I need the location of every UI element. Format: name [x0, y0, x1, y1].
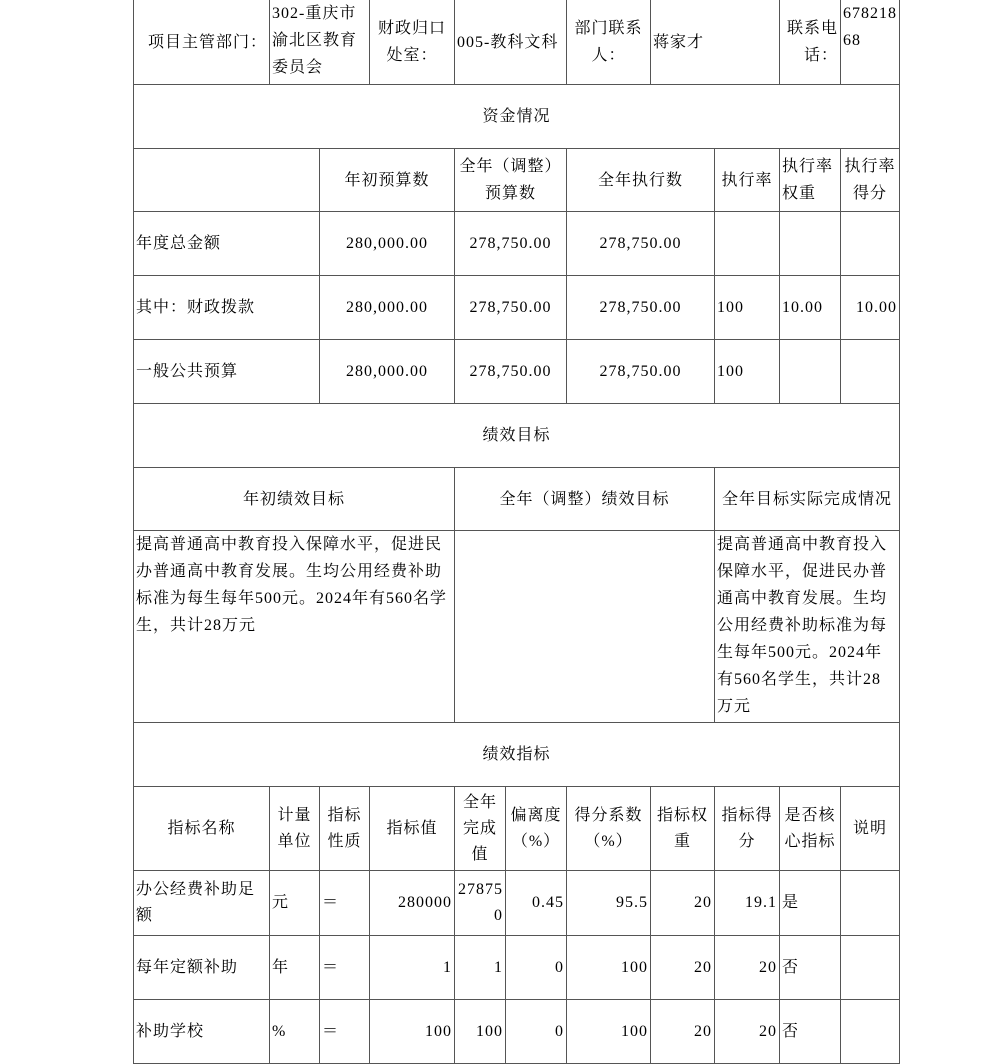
cell — [841, 936, 900, 1000]
header-row — [134, 0, 900, 85]
indicator-col-10: 说明 — [841, 787, 900, 871]
cell: 0.45 — [506, 871, 567, 936]
funding-row — [134, 340, 900, 404]
cell: 补助学校 — [134, 1000, 270, 1064]
cell: 100 — [567, 936, 651, 1000]
cell — [841, 871, 900, 936]
cell: 0 — [506, 936, 567, 1000]
cell: 否 — [780, 936, 841, 1000]
indicator-row — [134, 1000, 900, 1064]
goal-adjusted — [455, 531, 715, 723]
funding-col-0 — [134, 149, 320, 212]
dept-label: 项目主管部门： — [134, 0, 270, 85]
cell: 20 — [651, 871, 715, 936]
funding-col-1: 年初预算数 — [320, 149, 455, 212]
phone-value: 67821868 — [841, 0, 900, 85]
cell: 278,750.00 — [455, 276, 567, 340]
finance-label: 财政归口处室： — [370, 0, 455, 85]
dept-value: 302-重庆市渝北区教育委员会 — [270, 0, 370, 85]
cell — [841, 212, 900, 276]
contact-label: 部门联系人： — [567, 0, 651, 85]
cell: 95.5 — [567, 871, 651, 936]
cell: 10.00 — [841, 276, 900, 340]
cell: 年 — [270, 936, 320, 1000]
goal-actual: 提高普通高中教育投入保障水平，促进民办普通高中教育发展。生均公用经费补助标准为每生每年500元。2024年有560名学生，共计28万元 — [715, 531, 900, 723]
cell: 20 — [651, 936, 715, 1000]
cell: 278,750.00 — [455, 340, 567, 404]
indicator-col-4: 全年完成值 — [455, 787, 506, 871]
cell — [841, 1000, 900, 1064]
cell — [780, 212, 841, 276]
cell: 100 — [715, 276, 780, 340]
cell: 是 — [780, 871, 841, 936]
goals-row — [134, 531, 900, 723]
cell: 办公经费补助足额 — [134, 871, 270, 936]
cell: 280000 — [370, 871, 455, 936]
funding-row — [134, 212, 900, 276]
cell: ＝ — [320, 871, 370, 936]
cell: 元 — [270, 871, 320, 936]
cell: 100 — [370, 1000, 455, 1064]
phone-label: 联系电话： — [780, 0, 841, 85]
funding-col-6: 执行率得分 — [841, 149, 900, 212]
funding-col-2: 全年（调整）预算数 — [455, 149, 567, 212]
cell: 100 — [567, 1000, 651, 1064]
cell: 278,750.00 — [455, 212, 567, 276]
cell: 278,750.00 — [567, 212, 715, 276]
cell: 年度总金额 — [134, 212, 320, 276]
indicator-row — [134, 871, 900, 936]
funding-col-4: 执行率 — [715, 149, 780, 212]
cell: 278,750.00 — [567, 340, 715, 404]
indicator-col-8: 指标得分 — [715, 787, 780, 871]
cell: 10.00 — [780, 276, 841, 340]
indicator-col-6: 得分系数（%） — [567, 787, 651, 871]
cell: 1 — [370, 936, 455, 1000]
performance-table — [133, 0, 900, 1064]
indicator-col-7: 指标权重 — [651, 787, 715, 871]
cell: 20 — [651, 1000, 715, 1064]
goals-header-row — [134, 468, 900, 531]
indicator-col-5: 偏离度（%） — [506, 787, 567, 871]
cell: 280,000.00 — [320, 340, 455, 404]
goal-initial: 提高普通高中教育投入保障水平，促进民办普通高中教育发展。生均公用经费补助标准为每生每年500元。2024年有560名学生，共计28万元 — [134, 531, 455, 723]
indicator-col-9: 是否核心指标 — [780, 787, 841, 871]
indicator-col-3: 指标值 — [370, 787, 455, 871]
cell: 278750 — [455, 871, 506, 936]
indicator-col-2: 指标性质 — [320, 787, 370, 871]
cell: 100 — [715, 340, 780, 404]
cell: 一般公共预算 — [134, 340, 320, 404]
cell: 280,000.00 — [320, 276, 455, 340]
goals-col-actual: 全年目标实际完成情况 — [715, 468, 900, 531]
indicator-col-1: 计量单位 — [270, 787, 320, 871]
cell — [841, 340, 900, 404]
goals-col-initial: 年初绩效目标 — [134, 468, 455, 531]
contact-value: 蒋家才 — [651, 0, 780, 85]
cell: % — [270, 1000, 320, 1064]
cell: 否 — [780, 1000, 841, 1064]
cell — [715, 212, 780, 276]
cell: 每年定额补助 — [134, 936, 270, 1000]
goals-col-adjusted: 全年（调整）绩效目标 — [455, 468, 715, 531]
cell: 1 — [455, 936, 506, 1000]
cell: 20 — [715, 936, 780, 1000]
cell: 278,750.00 — [567, 276, 715, 340]
funding-col-3: 全年执行数 — [567, 149, 715, 212]
cell: ＝ — [320, 1000, 370, 1064]
indicators-header-row — [134, 787, 900, 871]
funding-col-5: 执行率权重 — [780, 149, 841, 212]
funding-row — [134, 276, 900, 340]
indicator-col-0: 指标名称 — [134, 787, 270, 871]
funding-title: 资金情况 — [134, 85, 900, 149]
cell: ＝ — [320, 936, 370, 1000]
cell: 280,000.00 — [320, 212, 455, 276]
cell: 20 — [715, 1000, 780, 1064]
cell: 100 — [455, 1000, 506, 1064]
indicators-title: 绩效指标 — [134, 723, 900, 787]
cell: 0 — [506, 1000, 567, 1064]
funding-header-row — [134, 149, 900, 212]
indicator-row — [134, 936, 900, 1000]
cell — [780, 340, 841, 404]
goals-title: 绩效目标 — [134, 404, 900, 468]
cell: 其中：财政拨款 — [134, 276, 320, 340]
cell: 19.1 — [715, 871, 780, 936]
finance-value: 005-教科文科 — [455, 0, 567, 85]
